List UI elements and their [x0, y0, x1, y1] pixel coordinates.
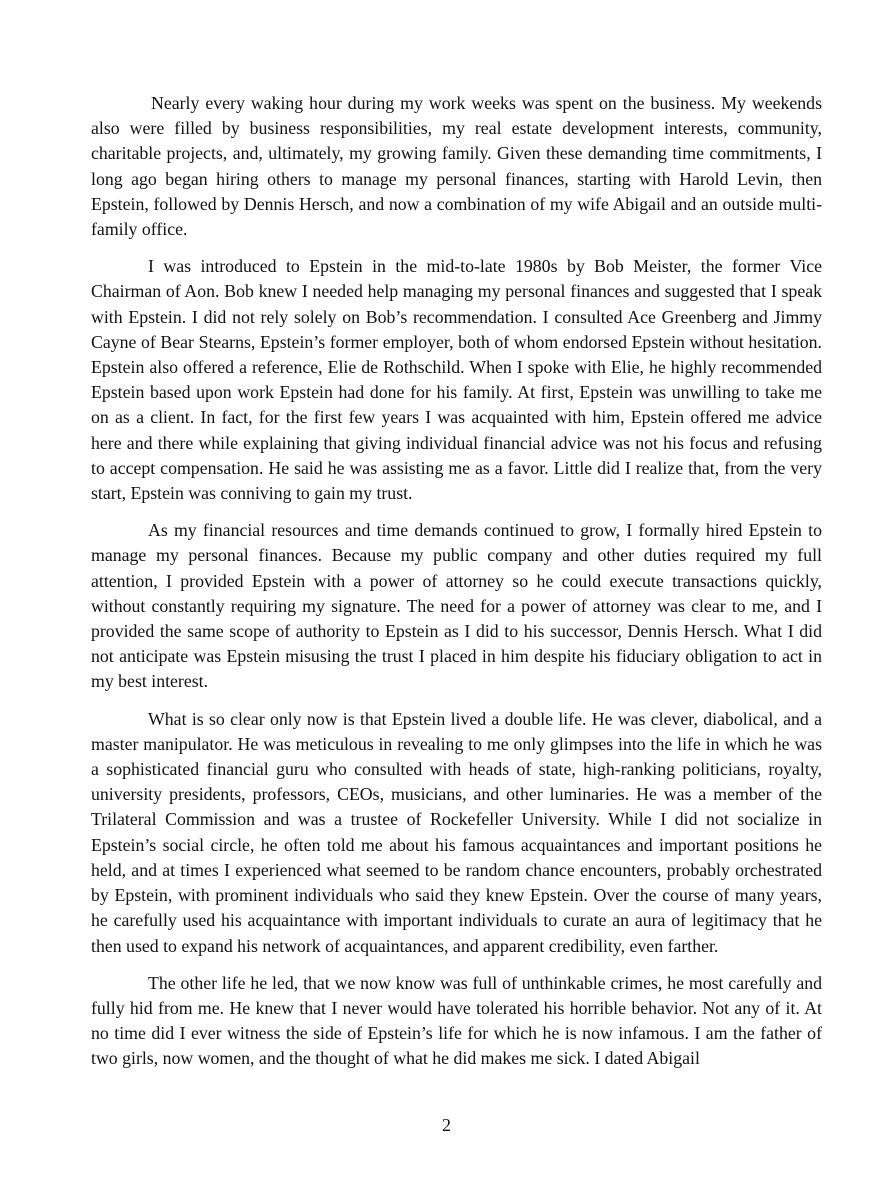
document-body: [91, 91, 822, 1084]
page-number: 2: [442, 1115, 451, 1135]
paragraph-2: I was introduced to Epstein in the mid-to-late 1980s by Bob Meister, the former Vice Chairman of Aon. Bob knew I needed help managing my personal finances and suggested that I speak with Epstein. I did not rely solely on Bob’s recommendation. I consulted Ace Greenberg and Jimmy Cayne of Bear Stearns, Epstein’s former employer, both of whom endorsed Epstein without hesitation. Epstein also offered a reference, Elie de Rothschild. When I spoke with Elie, he highly recommended Epstein based upon work Epstein had done for his family. At first, Epstein was unwilling to take me on as a client. In fact, for the first few years I was acquainted with him, Epstein offered me advice here and there while explaining that giving individual financial advice was not his focus and refusing to accept compensation. He said he was assisting me as a favor. Little did I realize that, from the very start, Epstein was conniving to gain my trust.: [91, 256, 822, 504]
paragraph-4: What is so clear only now is that Epstein lived a double life. He was clever, diabolical, and a master manipulator. He was meticulous in revealing to me only glimpses into the life in which he was a sophisticated financial guru who consulted with heads of state, high-ranking politicians, royalty, university presidents, professors, CEOs, musicians, and other luminaries. He was a member of the Trilateral Commission and was a trustee of Rockefeller University. While I did not socialize in Epstein’s social circle, he often told me about his famous acquaintances and important positions he held, and at times I experienced what seemed to be random chance encounters, probably orchestrated by Epstein, with prominent individuals who said they knew Epstein. Over the course of many years, he carefully used his acquaintance with important individuals to curate an aura of legitimacy that he then used to expand his network of acquaintances, and apparent credibility, even farther.: [91, 708, 822, 956]
paragraph-1: Nearly every waking hour during my work weeks was spent on the business. My weekends also were filled by business responsibilities, my real estate development interests, community, charitable projects, and, ultimately, my growing family. Given these demanding time commitments, I long ago began hiring others to manage my personal finances, starting with Harold Levin, then Epstein, followed by Dennis Hersch, and now a combination of my wife Abigail and an outside multi-family office.: [91, 93, 822, 240]
paragraph-5: The other life he led, that we now know was full of unthinkable crimes, he most carefully and fully hid from me. He knew that I never would have tolerated his horrible behavior. Not any of it. At no time did I ever witness the side of Epstein’s life for which he is now infamous. I am the father of two girls, now women, and the thought of what he did makes me sick. I dated Abigail: [91, 972, 822, 1069]
paragraph-3: As my financial resources and time demands continued to grow, I formally hired Epstein to manage my personal finances. Because my public company and other duties required my full attention, I provided Epstein with a power of attorney so he could execute transactions quickly, without constantly requiring my signature. The need for a power of attorney was clear to me, and I provided the same scope of authority to Epstein as I did to his successor, Dennis Hersch. What I did not anticipate was Epstein misusing the trust I placed in him despite his fiduciary obligation to act in my best interest.: [91, 520, 822, 692]
